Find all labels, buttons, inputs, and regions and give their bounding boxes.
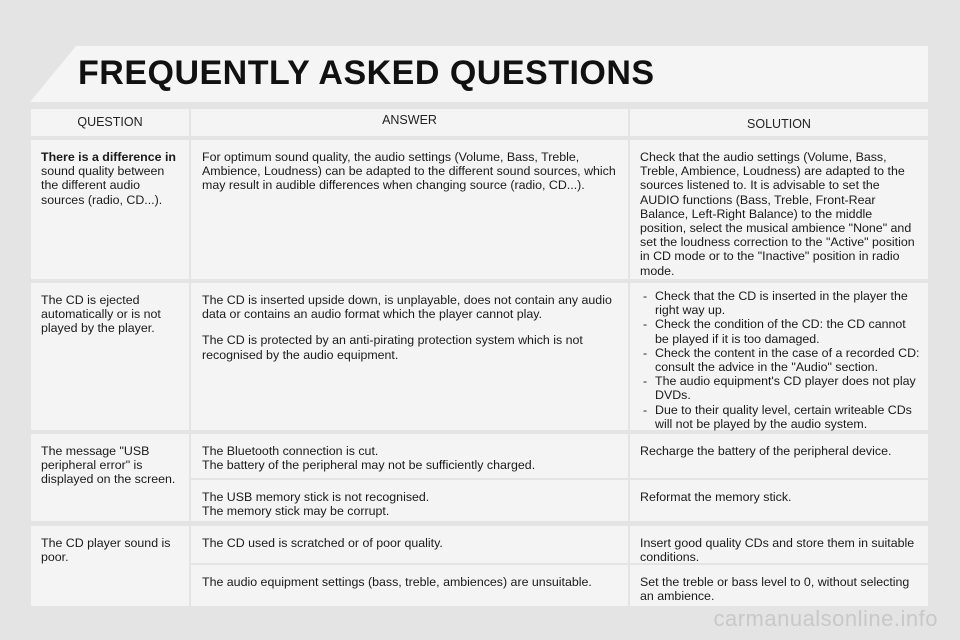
answer-text: The CD used is scratched or of poor quality. [202,536,443,550]
solution-text: Insert good quality CDs and store them in suitable conditions. [640,536,915,565]
solution-text: Recharge the battery of the peripheral device. [640,444,892,458]
question-cell-usb-error [31,434,189,521]
solution-list [640,289,920,431]
question-cell-sound-difference [31,140,189,279]
solution-list-item: - Due to their quality level, certain writeable CDs will not be played by the audio system. [640,403,920,431]
solution-cell-reformat [630,480,928,521]
answer-text: For optimum sound quality, the audio settings (Volume, Bass, Treble, Ambience, Loudness) can be adapted to the different sound sources, which may result in audible differences when changing source (radio, CD...). [202,150,616,193]
question-heading: There is a difference in [41,150,176,164]
answer-cell-usb-not-recognised [191,480,628,521]
header-solution: SOLUTION [630,109,928,136]
page-title: FREQUENTLY ASKED QUESTIONS [78,54,655,92]
solution-list-item: - Check the condition of the CD: the CD cannot be played if it is too damaged. [640,317,920,345]
solution-list-item: - Check the content in the case of a recorded CD: consult the advice in the "Audio" section. [640,346,920,374]
solution-text: Set the treble or bass level to 0, without selecting an ambience. [640,575,910,604]
header-answer: ANSWER [191,109,628,136]
question-text: The CD is ejected automatically or is not played by the player. [41,293,161,336]
answer-cell-cd-ejected [191,283,628,430]
answer-cell-bluetooth-cut [191,434,628,478]
question-text: The message "USB peripheral error" is displayed on the screen. [41,444,176,487]
watermark: carmanualsonline.info [713,606,938,631]
answer-cell-unsuitable-settings [191,565,628,606]
question-cell-cd-sound-poor [31,526,189,606]
answer-cell-sound-difference [191,140,628,279]
solution-cell-cd-ejected [630,283,928,430]
solution-cell-treble-bass [630,565,928,606]
question-text: sound quality between the different audio sources (radio, CD...). [41,164,165,207]
answer-text: The Bluetooth connection is cut. The battery of the peripheral may not be sufficiently charged. [202,444,536,473]
solution-text: Check that the audio settings (Volume, Bass, Treble, Ambience, Loudness) are adapted to the sources listened to. It is advisable to set the AUDIO functions (Bass, Treble, Front-Rear Balance, Left-Right Balance) to the middle position, select the musical ambience "None" and set the loudness correction to the "Active" position in CD mode or to the "Inactive" position in radio mode. [640,150,915,278]
answer-text-1: The CD is inserted upside down, is unplayable, does not contain any audio data or contains an audio format which the player cannot play. [202,293,612,322]
answer-text: The USB memory stick is not recognised. The memory stick may be corrupt. [202,490,430,519]
solution-list-item: - The audio equipment's CD player does not play DVDs. [640,374,920,402]
question-cell-cd-ejected [31,283,189,430]
answer-cell-cd-scratched [191,526,628,563]
answer-text: The audio equipment settings (bass, treble, ambiences) are unsuitable. [202,575,592,589]
solution-text: Reformat the memory stick. [640,490,792,504]
answer-text-2: The CD is protected by an anti-pirating protection system which is not recognised by the audio equipment. [202,333,583,362]
question-text: The CD player sound is poor. [41,536,171,565]
header-question: QUESTION [31,109,189,136]
solution-list-item: - Check that the CD is inserted in the player the right way up. [640,289,920,317]
solution-cell-recharge [630,434,928,478]
solution-cell-sound-difference [630,140,928,279]
solution-cell-good-cds [630,526,928,563]
